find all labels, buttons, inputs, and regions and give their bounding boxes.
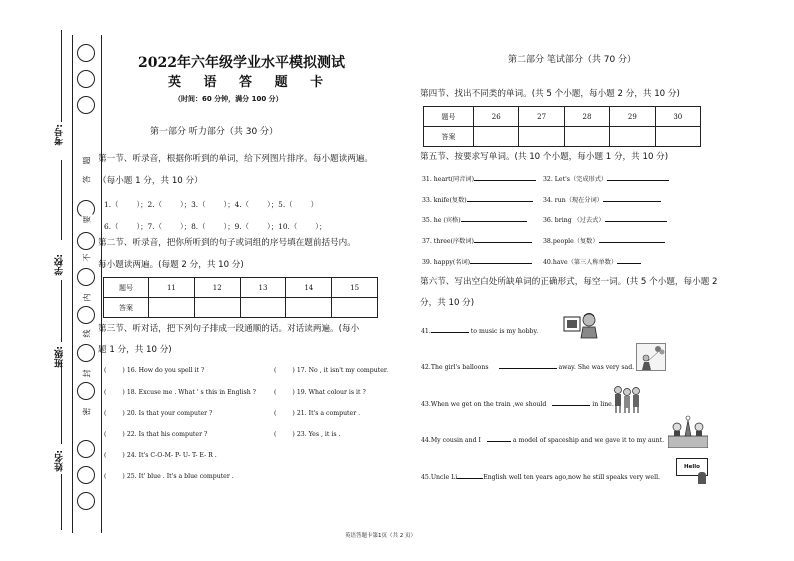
sec3-item-text: 25. It' blue . It's a blue computer . [126,473,234,480]
sec2-answer-table [103,277,378,318]
table-cell: 28 [564,107,609,127]
answer-cell[interactable] [519,127,564,147]
q-label: ）；8.（ [179,222,206,231]
sec4-answer-table [423,106,701,147]
sec5-prompt: 39. happy(名词) [422,259,471,266]
sec1-row1 [104,199,318,210]
sec5-item [422,174,536,183]
sec6-item-42 [421,364,634,371]
q-label: 1.（ [104,200,119,209]
answer-cell[interactable] [286,298,332,318]
xingming-label: 姓名: [55,450,65,472]
q-label: ）；3.（ [179,200,206,209]
sec3-item: ( ) 18. Excuse me . What ' s this in English ? [104,389,256,396]
seal-char: 密 [82,405,93,419]
binding-hole [77,232,95,250]
sec3-item-text: 24. It's C-O-M- P- U- T- E- R . [126,452,217,459]
sec6-prompt: 41. [421,328,431,335]
sec3-item: ( ) 19. What colour is it ? [274,389,366,396]
table-cell: 30 [655,107,700,127]
sec6-prompt: 43.When we get on the train ,we should [421,401,547,408]
queue-picture [612,384,642,414]
sec3-instruction: 第三节、听对话，把下列句子排成一段通顺的话。对话读两遍。(每小 [98,324,360,334]
table-cell: 27 [519,107,564,127]
answer-cell[interactable] [564,127,609,147]
sec3-item: ( ) 16. How do you spell it ? [104,367,205,374]
answer-cell[interactable] [194,298,240,318]
table-row [424,107,701,127]
sec6-prompt: away. She was very sad. [556,364,635,371]
sec3-item: ( ) 20. Is that your computer ? [104,410,213,417]
spaceship-model-picture [668,414,708,448]
sec3-item-text: 21. It's a computer . [296,410,361,417]
sec6-prompt: English well ten years ago,now he still speaks very well. [483,474,661,481]
seal-char: 答 [82,173,93,187]
sec3-item: ( ) 24. It's C-O-M- P- U- T- E- R . [104,452,217,459]
q-label: ）；2.（ [136,200,162,209]
xuexiao-line [61,280,62,342]
sec5-prompt: 36. bring （过去式） [543,217,605,224]
sec5-item [422,257,532,266]
sec5-item [543,236,665,245]
table-cell: 题号 [424,107,474,127]
q-label: ）；4.（ [223,200,250,209]
sec5-item [422,236,532,245]
answer-cell[interactable] [332,298,378,318]
sec3-item-text: 22. Is that his computer ? [126,431,208,438]
sec3-score: 题 1 分，共 10 分) [98,345,172,355]
table-cell: 答案 [104,298,149,318]
sec4-instruction: 第四节、找出不同类的单词。(共 5 个小题，每小题 2 分，共 10 分) [420,89,680,99]
banji-label: 班级: [55,346,65,368]
sec3-item: ( ) 22. Is that his computer ? [104,431,208,438]
board-word: Hello [676,458,708,476]
listening-music-picture [563,311,601,339]
answer-blank[interactable] [474,180,536,181]
sec6-instruction: 第六节、写出空白处所缺单词的正确形式，每空一词。(共 5 个小题，每小题 2 [420,277,718,287]
table-cell: 29 [610,107,655,127]
answer-blank[interactable] [461,221,527,222]
sec6-score: 分，共 10 分) [420,298,475,308]
page-footer: 英语答题卡第1页（共 2 页） [345,533,416,539]
sec6-item-41 [421,328,538,335]
binding-hole [77,440,95,458]
blackboard-picture [676,458,708,484]
sec3-item-text: 18. Excuse me . What ' s this in English ? [126,389,256,396]
q-label: ） [310,200,318,209]
sec3-item-text: 17. No , it isn't my computer. [296,367,389,374]
answer-blank[interactable] [605,221,667,222]
answer-blank[interactable] [457,478,483,479]
sec6-prompt: 44.My cousin and I [421,437,481,444]
kaohao-label: 考号: [55,124,65,146]
answer-blank[interactable] [487,441,511,442]
sec6-prompt: to music is my hobby. [468,328,539,335]
sec5-prompt: 34. run（现在分词） [543,197,603,204]
sec3-item: ( ) 17. No , it isn't my computer. [274,367,389,374]
binding-hole [77,466,95,484]
table-cell: 12 [194,278,240,298]
sec5-item [543,195,661,204]
sec3-item: ( ) 25. It' blue . It's a blue computer . [104,473,234,480]
sec5-item [543,215,667,224]
answer-blank[interactable] [617,263,641,264]
table-cell: 26 [474,107,519,127]
answer-blank[interactable] [552,405,590,406]
banji-line [61,362,62,444]
part1-heading: 第一部分 听力部分（共 30 分） [150,127,279,137]
sec5-prompt: 35. he (宾格) [422,217,461,224]
sec2-score: 每小题读两遍。(每题 2 分，共 10 分) [98,260,244,270]
xingming-line [61,474,62,530]
answer-blank[interactable] [470,263,532,264]
sec5-item [422,195,533,204]
answer-blank[interactable] [474,242,532,243]
binding-hole [77,344,95,362]
sec5-prompt: 32. Let's（完成形式） [543,176,608,183]
sec5-prompt: 40.have（第三人称单数） [543,259,618,266]
sec3-item-text: 23. Yes , it is . [296,431,341,438]
sec5-item [543,174,669,183]
sec1-instruction: 第一节、听录音，根据你听到的单词，给下列图片排序。每小题读两遍。 [98,154,374,164]
sec5-item [543,257,641,266]
seal-char: 封 [82,367,93,381]
q-label: ）； [315,222,327,231]
teacher-figure-icon [698,472,706,484]
sec6-item-45 [421,474,660,481]
part2-heading: 第二部分 笔试部分（共 70 分） [508,55,637,65]
q-label: ）；9.（ [223,222,250,231]
sec5-prompt: 33. knife(复数) [422,197,467,204]
q-label: ）；5.（ [267,200,293,209]
table-cell: 11 [149,278,195,298]
q-label: ）；7.（ [136,222,162,231]
answer-cell[interactable] [610,127,655,147]
exam-info: （时间：60 分钟，满分 100 分） [174,95,283,103]
table-cell: 题号 [104,278,149,298]
sec6-prompt: a model of spaceship and we gave it to my aunt. [510,437,665,444]
table-row [104,298,378,318]
sec1-row2 [104,221,326,232]
answer-cell[interactable] [240,298,286,318]
table-cell: 答案 [424,127,474,147]
binding-hole [77,492,95,510]
binding-hole [77,306,95,324]
answer-blank[interactable] [599,242,665,243]
seal-char: 要 [82,213,93,227]
sec6-item-44 [421,437,664,444]
sec3-item-text: 20. Is that your computer ? [126,410,213,417]
answer-sheet-title: 英 语 答 题 卡 [168,75,333,90]
sec5-item [422,215,527,224]
sec3-item-text: 16. How do you spell it ? [126,367,205,374]
table-row [424,127,701,147]
sec5-prompt: 31. heart(同音词) [422,176,474,183]
table-row [104,278,378,298]
sec6-prompt: in line. [590,401,614,408]
binding-hole [77,96,95,114]
sec6-item-43 [421,401,614,408]
xuexiao-label: 学校: [55,254,65,276]
sec3-item: ( ) 23. Yes , it is . [274,431,341,438]
sec5-prompt: 37. three(序数词) [422,238,474,245]
exam-title: 2022年六年级学业水平模拟测试 [138,55,345,71]
q-label: 6.（ [104,222,119,231]
binding-margin [0,0,110,561]
answer-cell[interactable] [474,127,519,147]
sec5-prompt: 38.people（复数） [543,238,599,245]
answer-blank[interactable] [467,201,533,202]
seal-char: 线 [82,327,93,341]
binding-hole [77,382,95,400]
binding-hole [77,268,95,286]
seal-char: 题 [82,154,93,168]
balloons-picture [636,343,666,371]
xuexiao-line-top [61,160,62,240]
sec6-prompt: 42.The girl's balloons [421,364,489,371]
sec5-instruction: 第五节、按要求写单词。(共 10 个小题，每小题 1 分，共 10 分) [420,152,669,162]
sec2-instruction: 第二节、听录音，把你所听到的句子或词组的序号填在题前括号内。 [98,238,356,248]
answer-cell[interactable] [655,127,700,147]
sec3-item-text: 19. What colour is it ? [296,389,366,396]
answer-blank[interactable] [431,332,469,333]
binding-hole [77,44,95,62]
q-label: ）；10.（ [267,222,298,231]
answer-blank[interactable] [499,368,557,369]
answer-cell[interactable] [149,298,195,318]
sec3-item: ( ) 21. It's a computer . [274,410,361,417]
table-cell: 13 [240,278,286,298]
sec6-prompt: 45.Uncle Li [421,474,458,481]
table-cell: 15 [332,278,378,298]
sec1-score: （每小题 1 分，共 10 分） [98,176,203,186]
seal-char: 内 [82,291,93,305]
binding-hole [77,70,95,88]
seal-char: 不 [82,251,93,265]
answer-blank[interactable] [603,201,661,202]
table-cell: 14 [286,278,332,298]
kaohao-line [61,30,62,122]
answer-blank[interactable] [607,180,669,181]
